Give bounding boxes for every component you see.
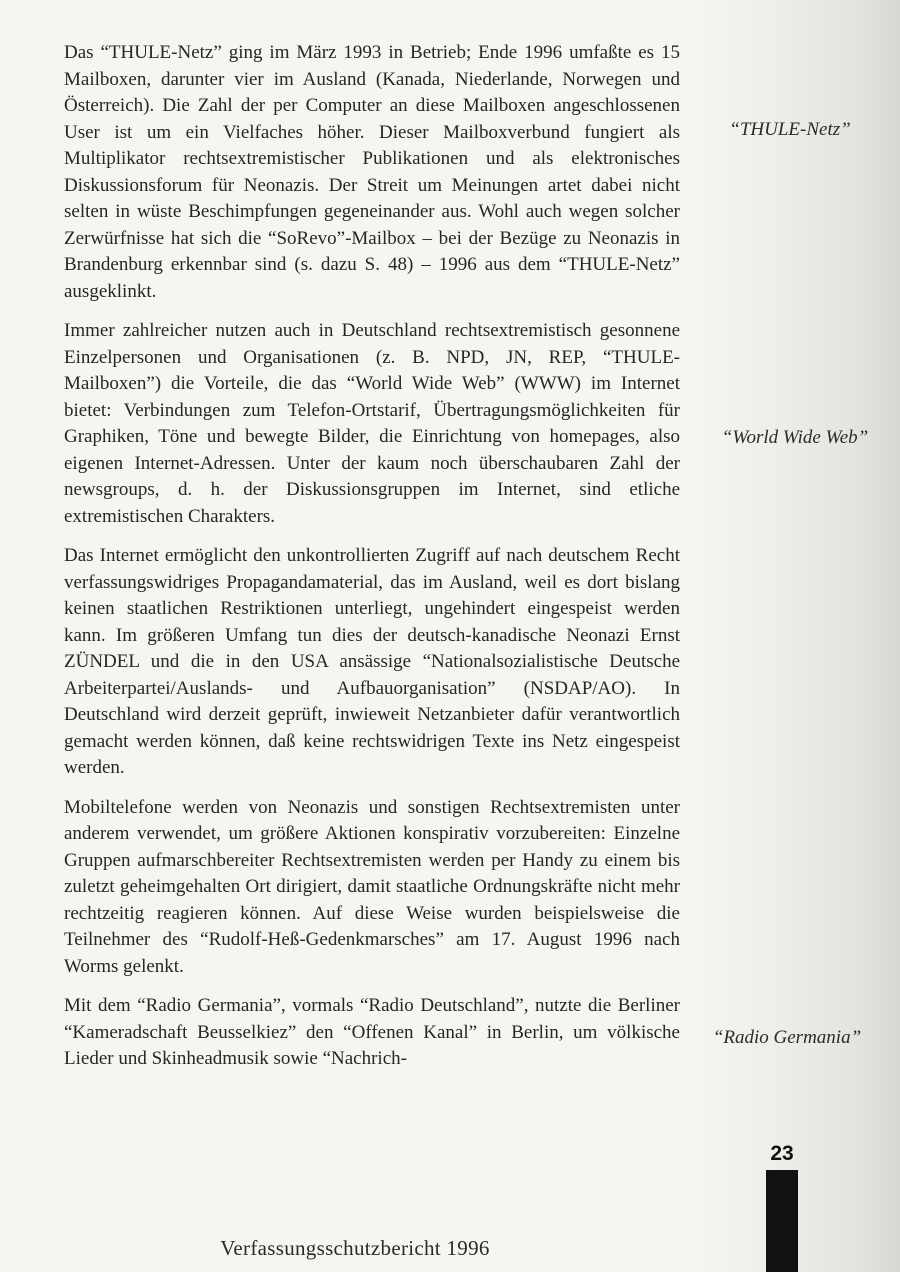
paragraph-internet-propaganda: Das Internet ermöglicht den unkontrollierten Zugriff auf nach deutschem Recht verfassungswidriges Propagandamaterial, das im Ausland, weil es dort bislang keinen staatlichen Restriktionen unterliegt, ungehindert eingespeist werden kann. Im größeren Umfang tun dies der deutsch-kanadische Neonazi Ernst ZÜNDEL und die in den USA ansässige “Nationalsozialistische Deutsche Arbeiterpartei/Auslands- und Aufbauorganisation” (NSDAP/AO). In Deutschland wird derzeit geprüft, inwieweit Netzanbieter dafür verantwortlich gemacht werden können, daß keine rechtswidrigen Texte ins Netz eingespeist werden. — [64, 545, 680, 778]
marginal-note-radio-germania: “Radio Germania” — [712, 1027, 862, 1048]
body-text — [64, 40, 680, 1073]
paragraph-mobiltelefone: Mobiltelefone werden von Neonazis und sonstigen Rechtsextremisten unter anderem verwendet, um größere Aktionen konspirativ vorzubereiten: Einzelne Gruppen aufmarschbereiter Rechtsextremisten werden per Handy zu einem bis zuletzt geheimgehalten Ort dirigiert, damit staatliche Ordnungskräfte nicht mehr rechtzeitig reagieren können. Auf diese Weise wurden beispielsweise die Teilnehmer des “Rudolf-Heß-Gedenkmarsches” am 17. August 1996 nach Worms gelenkt. — [64, 796, 680, 977]
marginal-note-world-wide-web: “World Wide Web” — [721, 427, 869, 448]
marginal-note-thule-netz: “THULE-Netz” — [729, 119, 851, 140]
paragraph-thule-netz: Das “THULE-Netz” ging im März 1993 in Betrieb; Ende 1996 umfaßte es 15 Mailboxen, darunter vier im Ausland (Kanada, Niederlande, Norwegen und Österreich). Die Zahl der per Computer an diese Mailboxen angeschlossenen User ist um ein Vielfaches höher. Dieser Mailboxverbund fungiert als Multiplikator rechtsextremistischer Publikationen und als elektronisches Diskussionsforum für Neonazis. Der Streit um Meinungen artet dabei nicht selten in wüste Beschimpfungen gegeneinander aus. Wohl auch wegen solcher Zerwürfnisse hat sich die “SoRevo”-Mailbox – bei der Bezüge zu Neonazis in Brandenburg erkennbar sind (s. dazu S. 48) – 1996 aus dem “THULE-Netz” ausgeklinkt. — [64, 42, 680, 302]
margin-column-shading — [685, 0, 900, 1272]
paragraph-radio-germania: Mit dem “Radio Germania”, vormals “Radio Deutschland”, nutzte die Berliner “Kameradschaft Beusselkiez” den “Offenen Kanal” in Berlin, um völkische Lieder und Skinheadmusik sowie “Nachrich- — [64, 995, 680, 1069]
page-edge-bar — [766, 1170, 798, 1272]
paragraph-world-wide-web: Immer zahlreicher nutzen auch in Deutschland rechtsextremistisch gesonnene Einzelpersonen und Organisationen (z. B. NPD, JN, REP, “THULE-Mailboxen”) die Vorteile, die das “World Wide Web” (WWW) im Internet bietet: Verbindungen zum Telefon-Ortstarif, Übertragungsmöglichkeiten für Graphiken, Töne und bewegte Bilder, die Einrichtung von homepages, also eigenen Internet-Adressen. Unter der kaum noch überschaubaren Zahl der newsgroups, d. h. der Diskussionsgruppen im Internet, sind etliche extremistischen Charakters. — [64, 320, 680, 527]
running-footer: Verfassungsschutzbericht 1996 — [220, 1236, 490, 1260]
page-number: 23 — [770, 1142, 794, 1165]
